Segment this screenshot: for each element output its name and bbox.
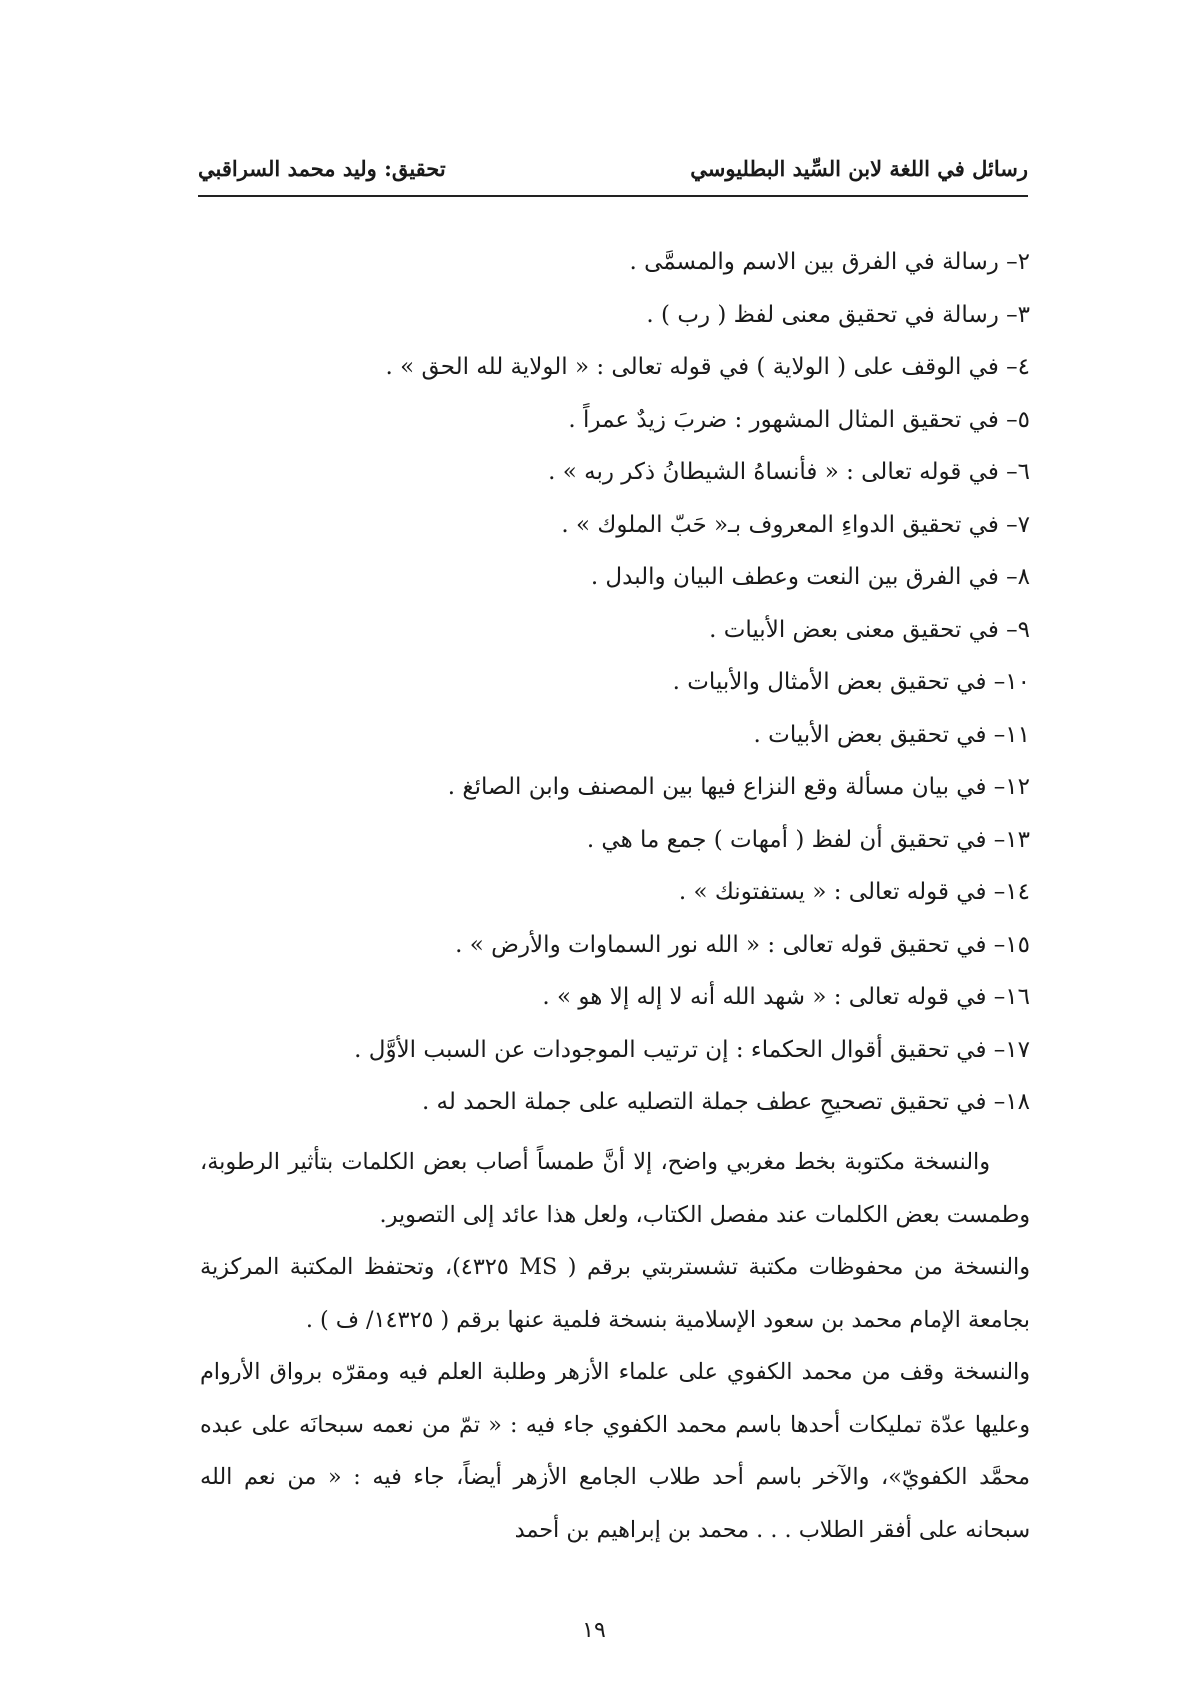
page-number: ١٩ bbox=[582, 1618, 606, 1643]
list-item: ٤– في الوقف على ( الولاية ) في قوله تعالى : « الولاية لله الحق » . bbox=[385, 354, 1030, 380]
paragraph: والنسخة مكتوبة بخط مغربي واضح، إلا أنَّ طمساً أصاب بعض الكلمات بتأثير الرطوبة، وطمست بعض الكلمات عند مفصل الكتاب، ولعل هذا عائد إلى التصوير. bbox=[200, 1149, 1030, 1228]
treatise-list bbox=[200, 236, 1030, 1129]
list-item: ١٧– في تحقيق أقوال الحكماء : إن ترتيب الموجودات عن السبب الأوَّل . bbox=[354, 1036, 1030, 1063]
list-item: ٨– في الفرق بين النعت وعطف البيان والبدل . bbox=[590, 564, 1030, 590]
list-item: ١٥– في تحقيق قوله تعالى : « الله نور السماوات والأرض » . bbox=[455, 931, 1030, 958]
list-item: ٢– رسالة في الفرق بين الاسم والمسمَّى . bbox=[629, 249, 1030, 275]
list-item: ٥– في تحقيق المثال المشهور : ضربَ زيدٌ عمراً . bbox=[568, 406, 1030, 433]
list-item: ١٢– في بيان مسألة وقع النزاع فيها بين المصنف وابن الصائغ . bbox=[447, 774, 1030, 800]
body-text bbox=[200, 1136, 1030, 1556]
paragraph: والنسخة وقف من محمد الكفوي على علماء الأزهر وطلبة العلم فيه ومقرّه برواق الأروام وعليها عدّة تمليكات أحدها باسم محمد الكفوي جاء فيه : « تمّ من نعمه سبحانَه على عبده محمَّد الكفويّ»، والآخر باسم أحد طلاب الجامع الأزهر أيضاً، جاء فيه : « من نعم الله سبحانه على أفقر الطلاب . . . محمد بن إبراهيم بن أحمد bbox=[200, 1359, 1030, 1543]
paragraph: والنسخة من محفوظات مكتبة تشستربتي برقم ( MS ٤٣٢٥)، وتحتفظ المكتبة المركزية بجامعة الإمام محمد بن سعود الإسلامية بنسخة فلمية عنها برقم ( ١٤٣٢٥/ ف ) . bbox=[200, 1254, 1030, 1333]
list-item: ٩– في تحقيق معنى بعض الأبيات . bbox=[709, 616, 1030, 643]
list-item: ١٤– في قوله تعالى : « يستفتونك » . bbox=[678, 879, 1030, 905]
editor-credit: تحقيق: وليد محمد السراقبي bbox=[198, 156, 446, 181]
book-title: رسائل في اللغة لابن السِّيد البطليوسي bbox=[690, 156, 1028, 181]
list-item: ١٠– في تحقيق بعض الأمثال والأبيات . bbox=[672, 669, 1030, 695]
list-item: ١٦– في قوله تعالى : « شهد الله أنه لا إله إلا هو » . bbox=[542, 984, 1030, 1010]
list-item: ١٨– في تحقيق تصحيحِ عطف جملة التصليه على جملة الحمد له . bbox=[421, 1089, 1030, 1115]
list-item: ٦– في قوله تعالى : « فأنساهُ الشيطانُ ذكر ربه » . bbox=[548, 459, 1030, 485]
list-item: ٣– رسالة في تحقيق معنى لفظ ( رب ) . bbox=[646, 301, 1030, 328]
running-header bbox=[198, 150, 1028, 190]
list-item: ٧– في تحقيق الدواءِ المعروف بـ« حَبّ الملوك » . bbox=[561, 511, 1030, 538]
list-item: ١١– في تحقيق بعض الأبيات . bbox=[753, 721, 1030, 748]
list-item: ١٣– في تحقيق أن لفظ ( أمهات ) جمع ما هي . bbox=[586, 826, 1030, 853]
header-divider bbox=[198, 195, 1028, 197]
